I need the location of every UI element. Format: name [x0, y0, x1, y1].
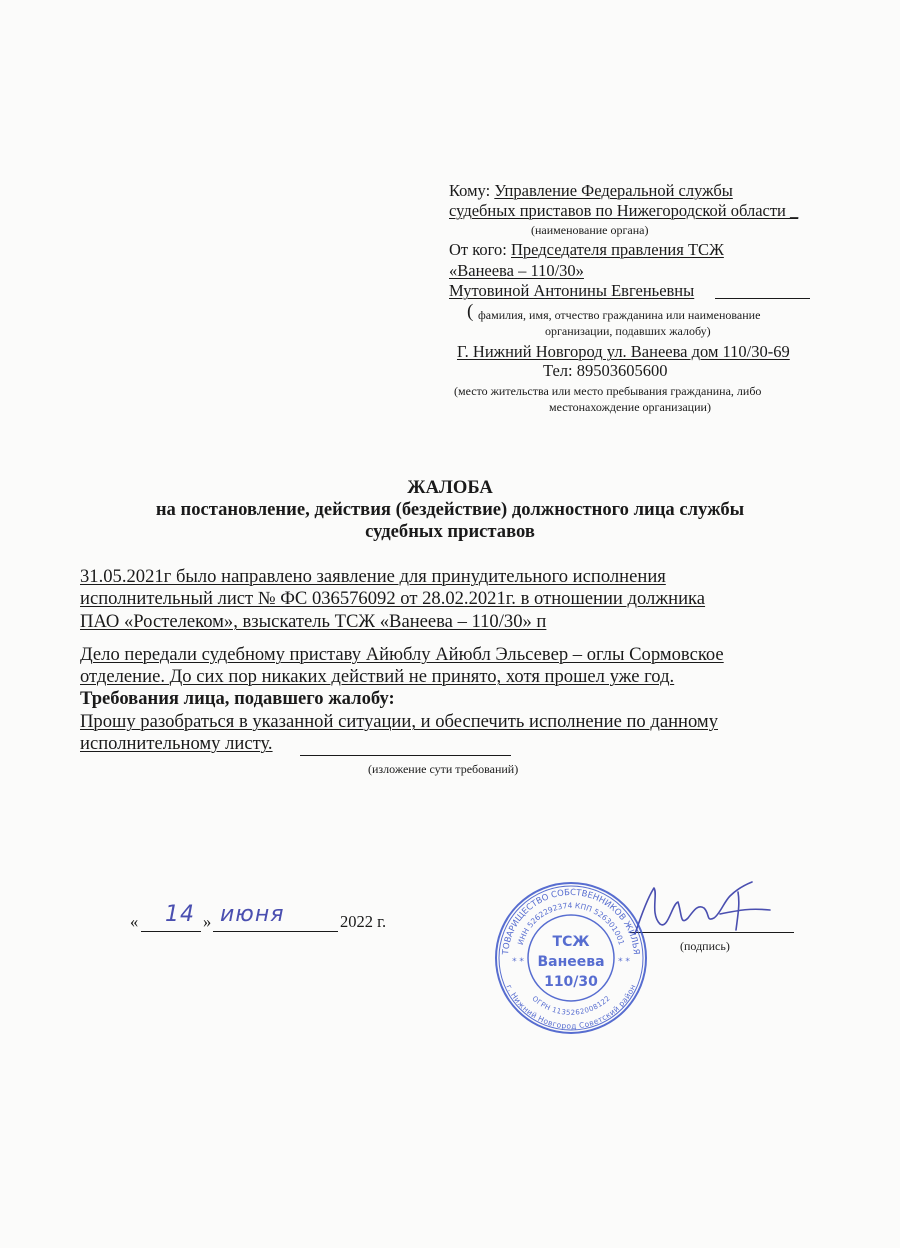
stamp-ring-inn: ИНН 5262292374 КПП 526301001	[515, 900, 627, 947]
stamp-stars-right: * *	[618, 957, 630, 967]
date-month: июня	[220, 902, 285, 927]
document-subtitle-2: судебных приставов	[365, 521, 535, 542]
address-caption2: местонахождение организации)	[549, 400, 711, 414]
body-line-5: отделение. До сих пор никаких действий не принято, хотя прошел уже год.	[80, 666, 675, 687]
body-line-2: исполнительный лист № ФС 036576092 от 28.02.2021г. в отношении должника	[80, 588, 706, 609]
document-title: ЖАЛОБА	[407, 477, 493, 498]
organization-stamp	[494, 880, 648, 1036]
stamp-ring-bottom: г. Нижний Новгород Советский район	[504, 983, 638, 1031]
date-quote-close: »	[203, 912, 212, 931]
signature-caption: (подпись)	[680, 939, 730, 953]
stamp-center-line3: 110/30	[544, 974, 598, 990]
address: Г. Нижний Новгород ул. Ванеева дом 110/30-69	[457, 342, 790, 361]
stamp-ring-ogrn: ОГРН 1135262008122	[530, 994, 612, 1017]
date-day-rule	[141, 931, 201, 932]
svg-text:г. Нижний Новгород Советский р	[504, 983, 637, 1031]
to-line2: судебных приставов по Нижегородской области _	[449, 201, 799, 220]
date-day: 14	[165, 902, 195, 927]
requirements-heading: Требования лица, подавшего жалобу:	[80, 688, 395, 709]
stamp-ring-top: ТОВАРИЩЕСТВО СОБСТВЕННИКОВ ЖИЛЬЯ	[501, 887, 641, 956]
stamp-center-line1: ТСЖ	[552, 934, 590, 950]
stamp-center-line2: Ванеева	[537, 954, 605, 970]
from-caption2: организации, подавших жалобу)	[545, 324, 711, 338]
requirements-line-1: Прошу разобраться в указанной ситуации, и обеспечить исполнение по данному	[80, 711, 718, 732]
from-caption1: фамилия, имя, отчество гражданина или наименование	[478, 308, 761, 322]
date-month-rule	[213, 931, 338, 932]
body-line-1: 31.05.2021г было направлено заявление для принудительного исполнения	[80, 566, 666, 587]
from-paren: (	[467, 301, 474, 322]
from-line1: От кого: Председателя правления ТСЖ	[449, 240, 724, 259]
phone: Тел: 89503605600	[543, 361, 668, 380]
to-caption: (наименование органа)	[531, 223, 649, 237]
from-line2: «Ванеева – 110/30»	[449, 261, 584, 280]
requirements-caption: (изложение сути требований)	[368, 762, 519, 776]
body-line-4: Дело передали судебному приставу Айюблу Айюбл Эльсевер – оглы Сормовское	[80, 644, 724, 665]
to-line1: Кому: Управление Федеральной службы	[449, 181, 733, 200]
date-quote-open: «	[130, 912, 139, 931]
svg-text:ОГРН 1135262008122	[530, 995, 611, 1017]
stamp-stars-left: * *	[512, 957, 524, 967]
body-line-3: ПАО «Ростелеком», взыскатель ТСЖ «Ванеева – 110/30» п	[80, 611, 547, 632]
date-year: 2022 г.	[340, 912, 387, 931]
document-subtitle-1: на постановление, действия (бездействие) должностного лица службы	[155, 499, 745, 520]
requirements-line-2: исполнительному листу.	[80, 733, 273, 754]
requirements-rule	[300, 755, 511, 756]
from-line3: Мутовиной Антонины Евгеньевны	[449, 281, 695, 300]
from-line3-rule	[715, 298, 810, 299]
address-caption1: (место жительства или место пребывания гражданина, либо	[454, 384, 762, 398]
